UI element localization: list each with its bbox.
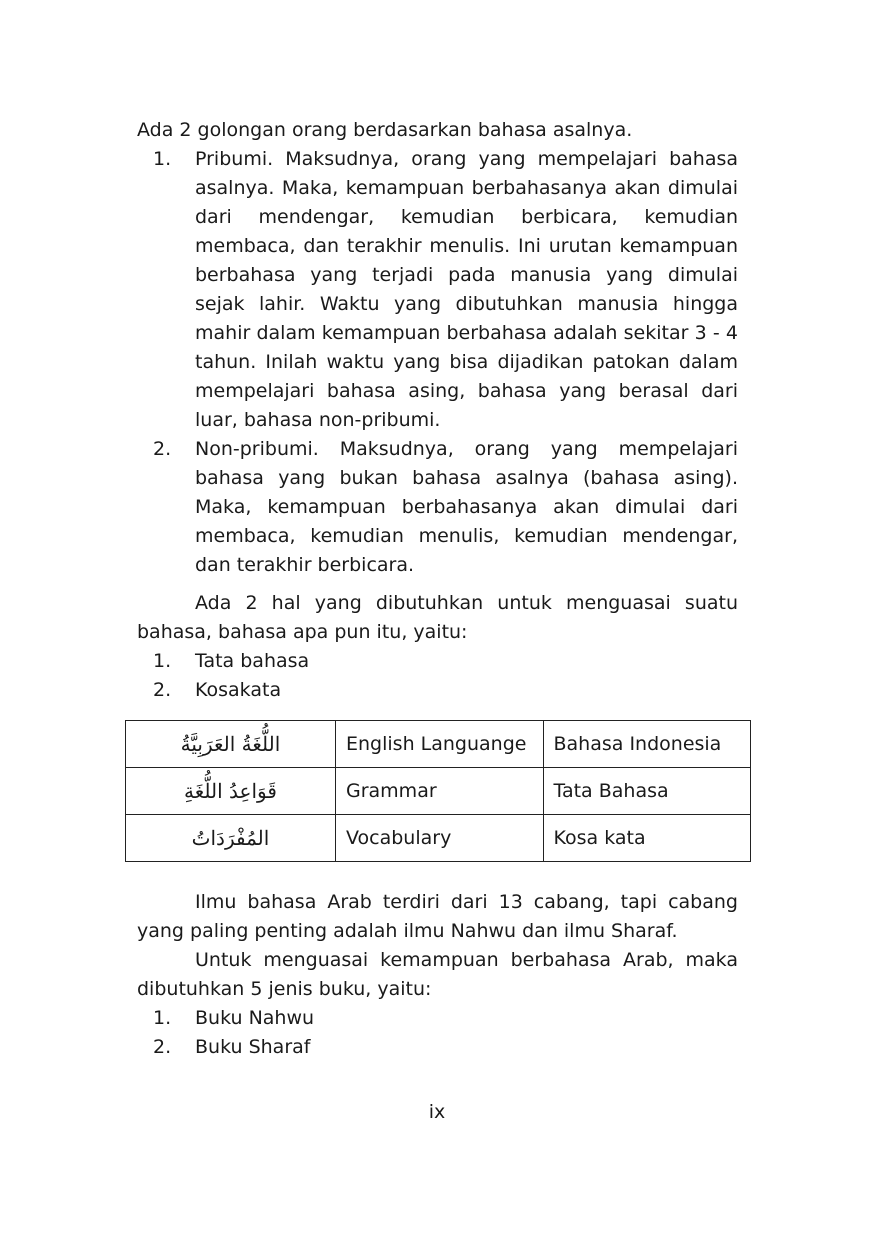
arabic-cell: المُفْرَدَاتُ (126, 815, 336, 862)
branches-paragraph: Ilmu bahasa Arab terdiri dari 13 cabang, tapi cabang yang paling penting adalah ilmu Nahwu dan ilmu Sharaf. (137, 891, 738, 942)
intro-paragraph: Ada 2 golongan orang berdasarkan bahasa asalnya. (137, 119, 633, 141)
books-paragraph: Untuk menguasai kemampuan berbahasa Arab, maka dibutuhkan 5 jenis buku, yaitu: (137, 949, 738, 1000)
arabic-cell: اللُّغَةُ العَرَبِيَّةُ (126, 721, 336, 768)
english-cell: English Languange (336, 721, 544, 768)
list-text: Buku Sharaf (195, 1036, 311, 1058)
list-number: 2. (153, 438, 172, 460)
list-text: Pribumi. Maksudnya, orang yang mempelajari bahasa asalnya. Maka, kemampuan berbahasanya akan dimulai dari mendengar, kemudian berbicara, kemudian membaca, dan terakhir menulis. Ini urutan kemampuan berbahasa yang terjadi pada manusia yang dimulai sejak lahir. Waktu yang dibutuhkan manusia hingga mahir dalam kemampuan berbahasa adalah sekitar 3 - 4 tahun. Inilah waktu yang bisa dijadikan patokan dalam mempelajari bahasa asing, bahasa yang berasal dari luar, bahasa non-pribumi. (195, 148, 738, 431)
list-number: 2. (153, 679, 172, 701)
list-item (137, 145, 738, 435)
list-text: Kosakata (195, 679, 282, 701)
list-item (137, 647, 738, 676)
indonesian-cell: Kosa kata (543, 815, 751, 862)
list-number: 1. (153, 148, 172, 170)
table-row (126, 768, 751, 815)
table-row (126, 721, 751, 768)
list-number: 1. (153, 1007, 172, 1029)
list-item (137, 435, 738, 580)
list-item (137, 1004, 738, 1033)
needs-paragraph: Ada 2 hal yang dibutuhkan untuk menguasai suatu bahasa, bahasa apa pun itu, yaitu: (137, 592, 738, 643)
list-text: Non-pribumi. Maksudnya, orang yang mempelajari bahasa yang bukan bahasa asalnya (bahasa asing). Maka, kemampuan berbahasanya akan dimulai dari membaca, kemudian menulis, kemudian mendengar, dan terakhir berbicara. (195, 438, 738, 576)
page-number: ix (428, 1101, 446, 1123)
list-number: 1. (153, 650, 172, 672)
arabic-cell: قَوَاعِدُ اللُّغَةِ (126, 768, 336, 815)
group-list (137, 145, 738, 580)
list-item (137, 1033, 738, 1062)
page-content (137, 116, 738, 1062)
books-list (137, 1004, 738, 1062)
list-item (137, 676, 738, 705)
english-cell: Grammar (336, 768, 544, 815)
english-cell: Vocabulary (336, 815, 544, 862)
indonesian-cell: Tata Bahasa (543, 768, 751, 815)
list-text: Buku Nahwu (195, 1007, 315, 1029)
list-text: Tata bahasa (195, 650, 310, 672)
indonesian-cell: Bahasa Indonesia (543, 721, 751, 768)
table-row (126, 815, 751, 862)
list-number: 2. (153, 1036, 172, 1058)
needs-list (137, 647, 738, 705)
language-table (125, 720, 751, 862)
